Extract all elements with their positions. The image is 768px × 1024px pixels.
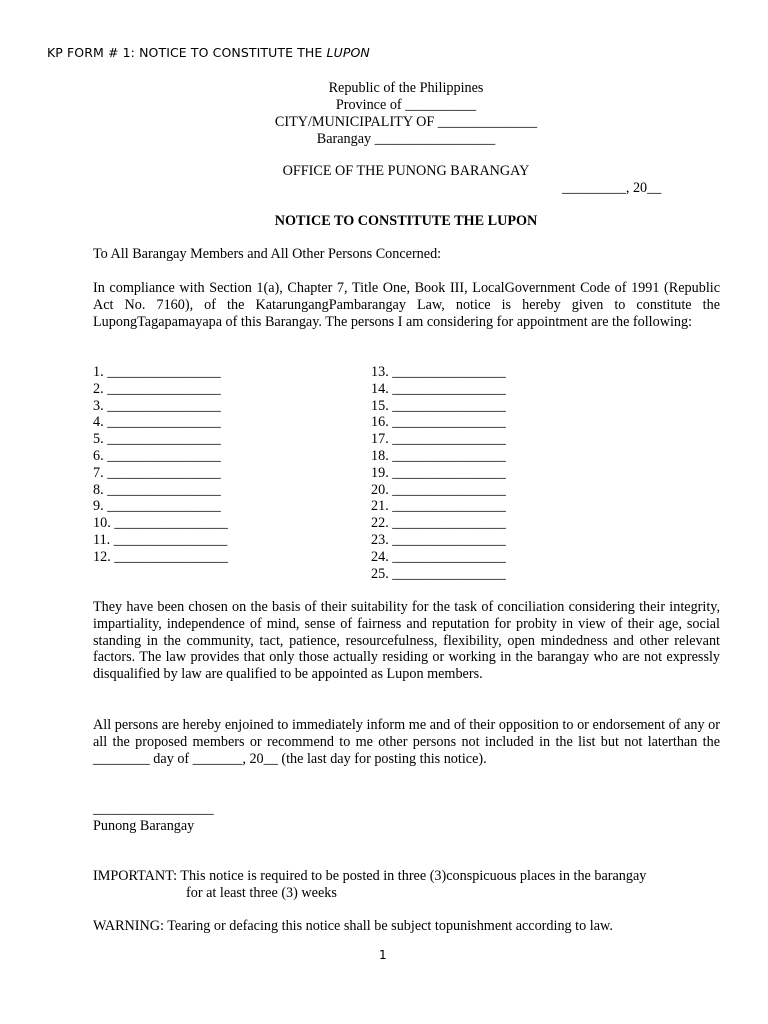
signature-title: Punong Barangay [93, 818, 195, 834]
member-blank-line: 4. ________________ [93, 414, 221, 431]
republic-line: Republic of the Philippines [328, 80, 484, 96]
members-list-right [371, 364, 506, 582]
member-blank-line: 20. ________________ [371, 481, 506, 498]
member-blank-line: 12. ________________ [93, 548, 228, 565]
form-header-label-italic: LUPON [326, 45, 370, 60]
criteria-paragraph-text: They have been chosen on the basis of their suitability for the task of conciliation considering their integrity, impartiality, independence of mind, sense of fairness and reputation for probity in view of their age, social standing in the community, tact, patience, resourcefulness, flexibility, open mindedness and other relevant factors. The law provides that only those actually residing or working in the barangay who are not expressly disqualified by law are qualified to be appointed as Lupon members. [93, 599, 720, 683]
member-blank-line: 16. ________________ [371, 414, 506, 431]
member-blank-line: 5. ________________ [93, 431, 221, 448]
member-blank-line: 8. ________________ [93, 481, 221, 498]
member-blank-line: 1. ________________ [93, 364, 221, 380]
letterhead [0, 80, 768, 148]
barangay-line: Barangay _________________ [316, 131, 496, 147]
important-note-continued: for at least three (3) weeks [186, 885, 337, 901]
important-note: IMPORTANT: This notice is required to be posted in three (3)conspicuous places in the barangay [93, 868, 647, 884]
member-blank-line: 9. ________________ [93, 498, 221, 515]
notice-title: NOTICE TO CONSTITUTE THE LUPON [274, 213, 538, 229]
member-blank-line: 24. ________________ [371, 548, 506, 565]
member-blank-line: 15. ________________ [371, 397, 506, 414]
member-blank-line: 10. ________________ [93, 515, 228, 532]
form-header [47, 45, 370, 60]
city-line: CITY/MUNICIPALITY OF ______________ [274, 114, 538, 130]
intro-paragraph [93, 280, 720, 330]
member-blank-line: 13. ________________ [371, 364, 506, 380]
office-line: OFFICE OF THE PUNONG BARANGAY [282, 163, 530, 179]
member-blank-line: 17. ________________ [371, 431, 506, 448]
member-blank-line: 21. ________________ [371, 498, 506, 515]
criteria-paragraph [93, 599, 720, 683]
member-blank-line: 23. ________________ [371, 531, 506, 548]
member-blank-line: 7. ________________ [93, 464, 221, 481]
page-number: 1 [379, 948, 387, 962]
enjoin-paragraph [93, 717, 720, 767]
member-blank-line: 25. ________________ [371, 565, 506, 582]
intro-paragraph-text: In compliance with Section 1(a), Chapter 7, Title One, Book III, LocalGovernment Code of 1991 (Republic Act No. 7160), of the KatarungangPambarangay Law, notice is hereby given to constitute the LupongTagapamayapa of this Barangay. The persons I am considering for appointment are the following: [93, 280, 720, 330]
member-blank-line: 19. ________________ [371, 464, 506, 481]
member-blank-line: 3. ________________ [93, 397, 221, 414]
date-line: _________, 20__ [562, 180, 662, 196]
form-header-label: KP FORM # 1: NOTICE TO CONSTITUTE THE [47, 45, 327, 60]
signature-line: _________________ [93, 801, 214, 817]
salutation: To All Barangay Members and All Other Persons Concerned: [93, 246, 442, 262]
members-list-left [93, 364, 228, 566]
member-blank-line: 2. ________________ [93, 380, 221, 397]
office-heading [0, 163, 768, 180]
member-blank-line: 22. ________________ [371, 515, 506, 532]
member-blank-line: 11. ________________ [93, 531, 228, 548]
province-line: Province of __________ [335, 97, 477, 113]
enjoin-paragraph-text: All persons are hereby enjoined to immediately inform me and of their opposition to or endorsement of any or all the proposed members or recommend to me other persons not included in the list but not laterthan the ________ day of _______, 20__ (the last day for posting this notice). [93, 717, 720, 767]
member-blank-line: 6. ________________ [93, 447, 221, 464]
member-blank-line: 14. ________________ [371, 380, 506, 397]
warning-note: WARNING: Tearing or defacing this notice shall be subject topunishment according to law. [93, 918, 613, 934]
member-blank-line: 18. ________________ [371, 447, 506, 464]
